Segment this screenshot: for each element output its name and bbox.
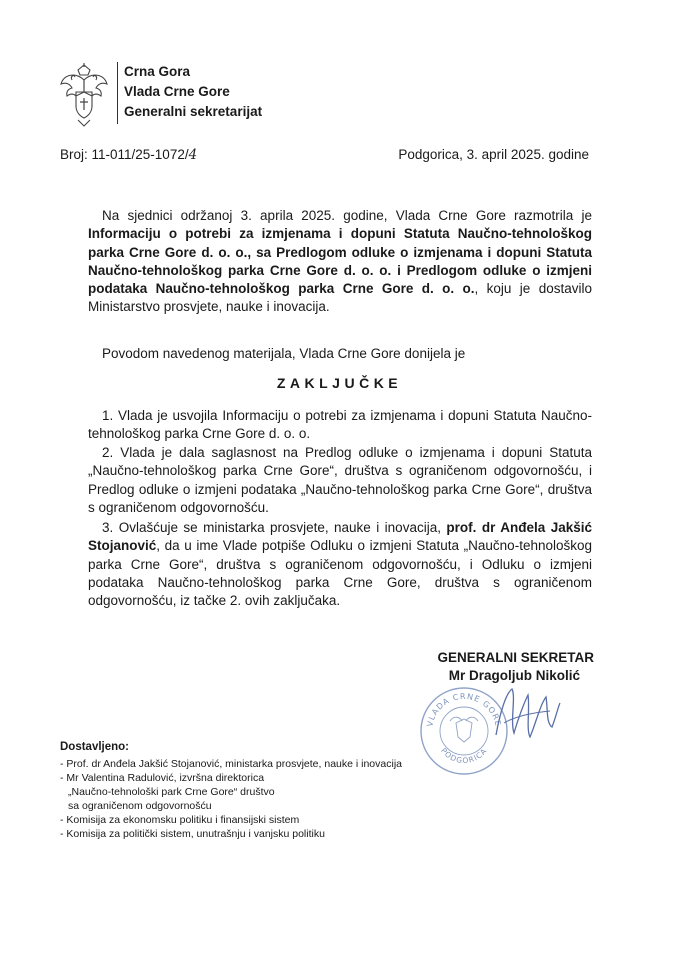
list-item: - Mr Valentina Radulović, izvršna direktorica	[60, 772, 265, 784]
header-secretariat: Generalni sekretarijat	[124, 104, 263, 119]
reference-number: Broj: 11-011/25-1072/4	[60, 147, 198, 163]
signatory-name: Mr Dragoljub Nikolić	[448, 668, 580, 683]
intro-bold-subject: Informaciju o potrebi za izmjenama i dopuni Statuta Naučno-tehnološkog parka Crne Gore d. o. o., sa Predlogom odluke o izmjenama i dopuni Statuta Naučno-tehnološkog parka Crne Gore d. o. o. i Predlogom odluke o izmjeni podataka Naučno-tehnološkog parka Crne Gore d. o. o.	[88, 226, 592, 297]
header-government: Vlada Crne Gore	[124, 84, 230, 99]
stamp-top-text: VLADA CRNE GORE	[425, 691, 503, 728]
handwritten-number: 4	[188, 147, 198, 163]
stamp-bottom-text: PODGORICA	[439, 746, 489, 766]
list-item: sa ograničenom odgovornošću	[68, 800, 212, 812]
list-item: - Komisija za ekonomsku politiku i finansijski sistem	[60, 814, 300, 826]
header-divider	[117, 62, 118, 124]
povodom-paragraph: Povodom navedenog materijala, Vlada Crne Gore donijela je	[102, 346, 466, 361]
coat-of-arms-logo	[58, 62, 110, 128]
list-item: - Prof. dr Anđela Jakšić Stojanović, ministarka prosvjete, nauke i inovacija	[60, 758, 402, 770]
header-country: Crna Gora	[124, 64, 191, 79]
signatory-title: GENERALNI SEKRETAR	[437, 650, 594, 665]
place-date: Podgorica, 3. april 2025. godine	[398, 147, 589, 162]
intro-paragraph: Na sjednici održanoj 3. aprila 2025. godine, Vlada Crne Gore razmotrila je Informaciju o potrebi za izmjenama i dopuni Statuta Naučno-tehnološkog parka Crne Gore d. o. o., sa Predlogom odluke o izmjenama i dopuni Statuta Naučno-tehnološkog parka Crne Gore d. o. o. i Predlogom odluke o izmjeni podataka Naučno-tehnološkog parka Crne Gore d. o. o., koju je dostavilo Ministarstvo prosvjete, nauke i inovacija.	[88, 208, 592, 315]
conclusion-3: 3. Ovlašćuje se ministarka prosvjete, nauke i inovacija, prof. dr Anđela Jakšić Stojanović, da u ime Vlade potpiše Odluku o izmjeni Statuta „Naučno-tehnološkog parka Crne Gore“, društva s ograničenom odgovornošću, i Odluku o izmjeni podataka Naučno-tehnološkog parka Crne Gore, društva s ograničenom odgovornošću, iz tačke 2. ovih zaključaka.	[88, 520, 592, 609]
handwritten-signature	[490, 683, 562, 745]
list-item: - Komisija za politički sistem, unutrašnju i vanjsku politiku	[60, 828, 325, 840]
conclusion-1: 1. Vlada je usvojila Informaciju o potrebi za izmjenama i dopuni Statuta Naučno-tehnološkog parka Crne Gore d. o. o.	[88, 408, 592, 442]
distribution-title: Dostavljeno:	[60, 741, 130, 753]
distribution-list	[60, 757, 402, 841]
list-item: „Naučno-tehnološki park Crne Gore“ društvo	[68, 786, 275, 798]
svg-text:PODGORICA	[439, 746, 489, 765]
conclusion-2: 2. Vlada je dala saglasnost na Predlog odluke o izmjenama i dopuni Statuta „Naučno-tehnološkog parka Crne Gore“, društva s ograničenom odgovornošću, i Predlog odluke o izmjeni podataka „Naučno-tehnološkog parka Crne Gore“, društva s ograničenom odgovornošću.	[88, 445, 592, 515]
heading-zakljucke: ZAKLJUČKE	[276, 375, 403, 391]
